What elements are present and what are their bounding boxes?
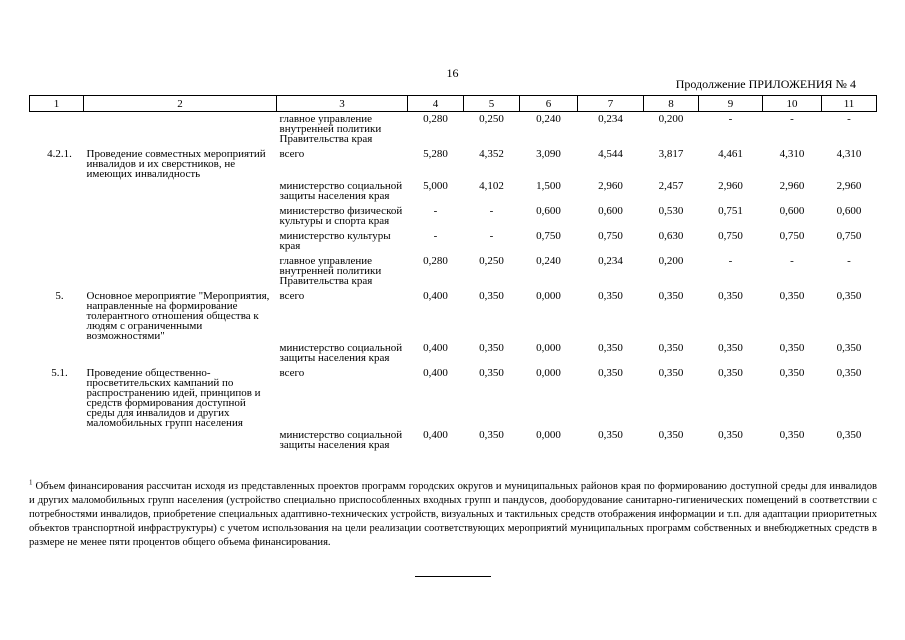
table-row bbox=[30, 179, 877, 204]
value-cell: 0,350 bbox=[718, 290, 743, 302]
value-cell: - bbox=[728, 255, 733, 267]
table-row bbox=[30, 366, 877, 428]
value-cell: 0,350 bbox=[836, 290, 862, 302]
value-cell: 3,817 bbox=[658, 148, 684, 160]
value-cell: 2,960 bbox=[779, 180, 805, 192]
value-cell: 0,240 bbox=[536, 255, 561, 267]
row-number-cell bbox=[30, 204, 84, 229]
row-number-cell: 5.1. bbox=[51, 367, 68, 379]
table-row bbox=[30, 112, 877, 148]
column-header: 2 bbox=[84, 96, 277, 112]
column-header: 8 bbox=[644, 96, 699, 112]
appendix-continuation-label: Продолжение ПРИЛОЖЕНИЯ № 4 bbox=[675, 77, 856, 91]
value-cell: 0,250 bbox=[479, 255, 504, 267]
value-cell: 0,350 bbox=[836, 429, 862, 441]
value-cell: - bbox=[728, 113, 733, 125]
value-cell: 0,350 bbox=[779, 367, 805, 379]
page-end-rule bbox=[415, 576, 491, 577]
value-cell: 2,457 bbox=[658, 180, 684, 192]
value-cell: 0,200 bbox=[658, 255, 684, 267]
column-number-row bbox=[30, 96, 877, 112]
value-cell: 0,750 bbox=[836, 230, 862, 242]
financing-table-container bbox=[29, 95, 876, 453]
value-cell: 0,750 bbox=[718, 230, 743, 242]
column-header: 11 bbox=[822, 96, 877, 112]
row-number-cell: 4.2.1. bbox=[47, 148, 72, 160]
value-cell: 0,350 bbox=[779, 342, 805, 354]
executor-cell: всего bbox=[279, 367, 305, 379]
value-cell: 0,600 bbox=[598, 205, 623, 217]
row-number-cell bbox=[30, 428, 84, 453]
value-cell: 0,350 bbox=[779, 429, 805, 441]
value-cell: 0,350 bbox=[598, 342, 623, 354]
activity-name-cell: Проведение совместных мероприятий инвалидов и их сверстников, не имеющих инвалидность bbox=[86, 148, 266, 180]
row-number-cell bbox=[30, 341, 84, 366]
footnote-marker: 1 bbox=[29, 478, 33, 487]
column-header: 6 bbox=[520, 96, 578, 112]
value-cell: 0,750 bbox=[536, 230, 561, 242]
executor-cell: министерство культуры края bbox=[279, 230, 391, 252]
value-cell: - bbox=[847, 255, 851, 267]
value-cell: 0,350 bbox=[658, 290, 684, 302]
value-cell: 4,310 bbox=[779, 148, 805, 160]
value-cell: 0,350 bbox=[718, 367, 743, 379]
value-cell: 0,630 bbox=[658, 230, 684, 242]
value-cell: 0,234 bbox=[598, 113, 623, 125]
value-cell: - bbox=[433, 230, 438, 242]
value-cell: 0,350 bbox=[479, 367, 504, 379]
row-number-cell bbox=[30, 229, 84, 254]
table-row bbox=[30, 204, 877, 229]
value-cell: - bbox=[489, 230, 494, 242]
value-cell: 0,280 bbox=[423, 255, 448, 267]
value-cell: 2,960 bbox=[718, 180, 743, 192]
value-cell: 0,000 bbox=[536, 367, 561, 379]
value-cell: 0,751 bbox=[718, 205, 743, 217]
executor-cell: министерство социальной защиты населения края bbox=[279, 180, 403, 202]
column-header: 10 bbox=[763, 96, 822, 112]
value-cell: 0,000 bbox=[536, 429, 561, 441]
value-cell: 0,350 bbox=[479, 290, 504, 302]
table-row bbox=[30, 289, 877, 341]
row-number-cell bbox=[30, 112, 84, 148]
value-cell: 1,500 bbox=[536, 180, 561, 192]
column-header: 5 bbox=[464, 96, 520, 112]
activity-name-cell: Проведение общественно-просветительских кампаний по распространению идей, принципов и средств формирования доступной среды для инвалидов и других маломобильных групп населения bbox=[86, 367, 261, 429]
executor-cell: министерство физической культуры и спорта края bbox=[279, 205, 403, 227]
value-cell: 0,350 bbox=[836, 367, 862, 379]
value-cell: 0,530 bbox=[658, 205, 684, 217]
activity-name-cell bbox=[84, 254, 277, 289]
value-cell: 0,350 bbox=[598, 429, 623, 441]
executor-cell: главное управление внутренней политики Правительства края bbox=[279, 113, 382, 145]
activity-name-cell bbox=[84, 179, 277, 204]
value-cell: 0,350 bbox=[658, 429, 684, 441]
row-number-cell bbox=[30, 179, 84, 204]
value-cell: 0,350 bbox=[658, 367, 684, 379]
activity-name-cell bbox=[84, 229, 277, 254]
column-header: 3 bbox=[277, 96, 408, 112]
value-cell: 4,310 bbox=[836, 148, 862, 160]
value-cell: - bbox=[433, 205, 438, 217]
value-cell: 2,960 bbox=[598, 180, 623, 192]
column-header: 4 bbox=[408, 96, 464, 112]
executor-cell: главное управление внутренней политики Правительства края bbox=[279, 255, 382, 287]
value-cell: 0,240 bbox=[536, 113, 561, 125]
footnote-text: Объем финансирования рассчитан исходя из представленных проектов программ городских округов и муниципальных районов края по формированию доступной среды для инвалидов и других маломобильных групп населения (устройство специально приспособленных входных групп и пандусов, дооборудование санитарно-гигиенических помещений в соответствии с потребностями инвалидов, приобретение специальных адаптивно-технических устройств, визуальных и тактильных средств отображения информации и т.п. для адаптации приоритетных объектов транспортной инфраструктуры) с учетом использования на цели реализации соответствующих мероприятий муниципальных программ собственных и внебюджетных средств в размере не менее пяти процентов общего объема финансирования. bbox=[29, 481, 877, 548]
value-cell: 2,960 bbox=[836, 180, 862, 192]
value-cell: 3,090 bbox=[536, 148, 561, 160]
value-cell: 0,750 bbox=[779, 230, 805, 242]
table-row bbox=[30, 428, 877, 453]
activity-name-cell: Основное мероприятие "Мероприятия, направленные на формирование толерантного отношения общества к людям с ограниченными возможностями" bbox=[86, 290, 270, 342]
value-cell: 0,350 bbox=[779, 290, 805, 302]
column-header: 9 bbox=[699, 96, 763, 112]
value-cell: 0,400 bbox=[423, 367, 448, 379]
value-cell: 0,350 bbox=[658, 342, 684, 354]
value-cell: 0,600 bbox=[836, 205, 862, 217]
page-number: 16 bbox=[446, 66, 459, 80]
table-row bbox=[30, 229, 877, 254]
activity-name-cell bbox=[84, 341, 277, 366]
activity-name-cell bbox=[84, 204, 277, 229]
value-cell: 0,350 bbox=[598, 290, 623, 302]
value-cell: 0,200 bbox=[658, 113, 684, 125]
value-cell: 0,750 bbox=[598, 230, 623, 242]
executor-cell: министерство социальной защиты населения края bbox=[279, 429, 403, 451]
value-cell: 0,400 bbox=[423, 429, 448, 441]
value-cell: - bbox=[790, 255, 794, 267]
value-cell: 0,350 bbox=[836, 342, 862, 354]
value-cell: 0,350 bbox=[479, 342, 504, 354]
table-row bbox=[30, 341, 877, 366]
value-cell: 5,000 bbox=[423, 180, 448, 192]
value-cell: - bbox=[847, 113, 851, 125]
value-cell: 5,280 bbox=[423, 148, 448, 160]
activity-name-cell bbox=[84, 112, 277, 148]
value-cell: 0,600 bbox=[536, 205, 561, 217]
table-body bbox=[30, 112, 877, 454]
executor-cell: всего bbox=[279, 290, 305, 302]
financing-table bbox=[29, 95, 877, 453]
value-cell: 0,600 bbox=[779, 205, 805, 217]
row-number-cell: 5. bbox=[55, 290, 64, 302]
value-cell: 0,400 bbox=[423, 290, 448, 302]
row-number-cell bbox=[30, 254, 84, 289]
value-cell: 0,000 bbox=[536, 290, 561, 302]
column-header: 1 bbox=[30, 96, 84, 112]
value-cell: 0,280 bbox=[423, 113, 448, 125]
value-cell: 4,352 bbox=[479, 148, 504, 160]
value-cell: 0,350 bbox=[598, 367, 623, 379]
value-cell: 0,250 bbox=[479, 113, 504, 125]
value-cell: 0,350 bbox=[718, 429, 743, 441]
activity-name-cell bbox=[84, 428, 277, 453]
table-row bbox=[30, 254, 877, 289]
value-cell: 4,102 bbox=[479, 180, 504, 192]
footnote bbox=[29, 480, 877, 550]
value-cell: 0,234 bbox=[598, 255, 623, 267]
executor-cell: министерство социальной защиты населения края bbox=[279, 342, 403, 364]
value-cell: 4,461 bbox=[718, 148, 743, 160]
value-cell: 0,000 bbox=[536, 342, 561, 354]
executor-cell: всего bbox=[279, 148, 305, 160]
value-cell: - bbox=[790, 113, 794, 125]
value-cell: 0,400 bbox=[423, 342, 448, 354]
table-row bbox=[30, 147, 877, 179]
value-cell: 4,544 bbox=[598, 148, 623, 160]
value-cell: 0,350 bbox=[718, 342, 743, 354]
value-cell: - bbox=[489, 205, 494, 217]
column-header: 7 bbox=[578, 96, 644, 112]
value-cell: 0,350 bbox=[479, 429, 504, 441]
